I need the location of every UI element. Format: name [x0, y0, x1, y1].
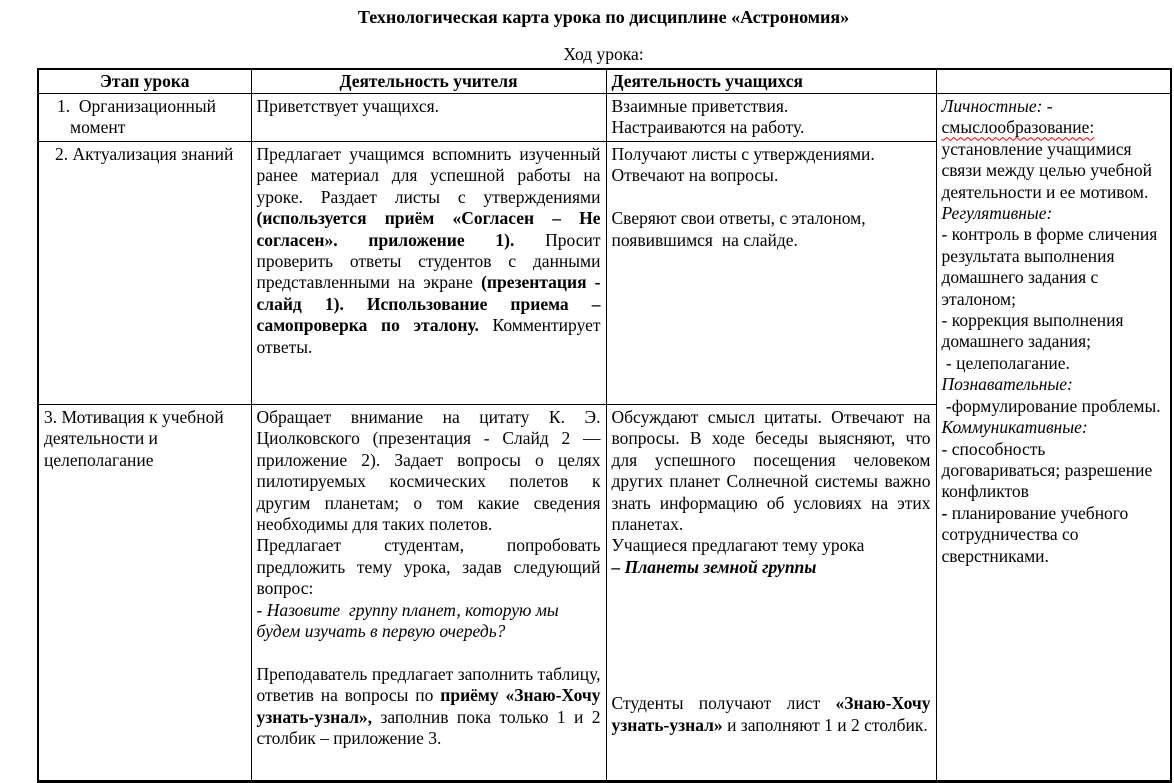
- text-run: - контроль в форме сличения результата выполнения домашнего задания с эталоном;: [941, 224, 1158, 309]
- paragraph: [612, 117, 931, 138]
- paragraph: [942, 353, 1166, 374]
- paragraph: [44, 144, 246, 165]
- text-run: Студенты получают лист: [611, 693, 836, 714]
- cell-students-3: [606, 405, 936, 782]
- cell-teacher-1: [251, 94, 606, 142]
- text-run: 2. Актуализация знаний: [55, 144, 234, 164]
- paragraph: [612, 535, 931, 556]
- page-title: Технологическая карта урока по дисциплине «Астрономия»: [357, 7, 850, 27]
- cell-stage-1: [38, 94, 251, 142]
- cell-stage-3: [38, 405, 251, 782]
- text-run: Личностные:: [941, 96, 1043, 116]
- paragraph: [612, 165, 931, 186]
- paragraph: [612, 208, 931, 251]
- paragraph: [257, 407, 601, 535]
- paragraph: [612, 96, 931, 117]
- paragraph: [612, 693, 931, 736]
- text-run: заполнив пока только 1 и 2 столбик – приложение 3.: [256, 706, 601, 749]
- cell-students-1: [606, 94, 936, 142]
- text-run: - Назовите группу планет, которую мы будем изучать в первую очередь?: [256, 599, 559, 642]
- paragraph: [942, 374, 1166, 395]
- text-run: приёму «Знаю-Хочу узнать-узнал»,: [256, 685, 601, 727]
- text-run: (используется приём «Согласен – Не согласен». приложение 1).: [256, 208, 601, 250]
- text-run: -формулирование проблемы.: [941, 395, 1161, 416]
- cell-teacher-2: [251, 142, 606, 405]
- paragraph: [942, 310, 1166, 353]
- paragraph: [942, 417, 1166, 438]
- text-run: Сверяют свои ответы, с эталоном, появившимся на слайде.: [611, 208, 866, 250]
- text-run: - способность договариваться; разрешение конфликтов: [941, 438, 1153, 502]
- text-run: Обсуждают смысл цитаты. Отвечают на вопросы. В ходе беседы выясняют, что для успешного посещения человеком других планет Солнечной системы важно знать информацию об условиях на этих планетах.: [611, 407, 931, 535]
- paragraph: [942, 439, 1166, 503]
- text-run: Взаимные приветствия.: [611, 96, 789, 116]
- paragraph: [942, 503, 1166, 567]
- lesson-flow-table: [37, 68, 1172, 783]
- text-run: Преподаватель предлагает заполнить таблицу, ответив на вопросы по: [256, 663, 601, 706]
- text-run: Приветствует учащихся.: [256, 96, 440, 116]
- paragraph: [257, 535, 601, 599]
- text-run: -: [1042, 96, 1053, 116]
- paragraph: [942, 203, 1166, 224]
- paragraph: [612, 144, 931, 165]
- col-header-stage: Этап урока: [38, 69, 251, 94]
- paragraph: [612, 407, 931, 535]
- text-run: Предлагает учащимся вспомнить изученный ранее материал для успешной работы на уроке. Раздает листы с утверждениями: [256, 144, 601, 207]
- paragraph: [257, 96, 601, 117]
- text-run: Обращает внимание на цитату К. Э. Циолковского (презентация - Слайд 2 — приложение 2). Задает вопросы о целях пилотируемых космических полетов к другим планетам; о том какие сведения необходимы для таких полетов.: [256, 407, 601, 535]
- text-run: - целеполагание.: [941, 352, 1070, 373]
- paragraph: [942, 224, 1166, 310]
- text-run: Предлагает студентам, попробовать предложить тему урока, задав следующий вопрос:: [256, 535, 601, 599]
- text-run: Учащиеся предлагают тему урока: [611, 535, 865, 556]
- section-heading: Ход урока:: [563, 44, 644, 64]
- table-row: [38, 94, 1171, 142]
- text-run: Регулятивные:: [941, 203, 1053, 224]
- text-run: (презентация - слайд 1). Использование приема – самопроверка по эталону.: [256, 272, 601, 336]
- text-run: 3. Мотивация к учебной деятельности и целеполагание: [44, 407, 224, 470]
- text-run: 1. Организационный момент: [57, 96, 216, 138]
- cell-uud-merged: [936, 94, 1171, 782]
- paragraph: [257, 642, 601, 663]
- text-run: - коррекция выполнения домашнего задания;: [941, 310, 1124, 352]
- text-run: Настраиваются на работу.: [611, 117, 805, 138]
- text-run: смыслообразование:: [941, 117, 1095, 138]
- text-run: Познавательные:: [941, 374, 1073, 395]
- cell-teacher-3: [251, 405, 606, 782]
- text-run: установление учащимися связи между целью учебной деятельности и ее мотивом.: [941, 138, 1152, 202]
- text-run: -: [941, 502, 948, 523]
- table-header-row: [38, 69, 1171, 94]
- text-run: «Знаю-Хочу узнать-узнал»: [611, 693, 931, 735]
- paragraph: [257, 144, 601, 358]
- col-header-teacher-activity: Деятельность учителя: [251, 69, 606, 94]
- paragraph: [612, 557, 931, 578]
- text-run: Коммуникативные:: [941, 417, 1088, 438]
- paragraph: [257, 664, 601, 750]
- col-header-uud-empty: [936, 69, 1171, 94]
- text-run: Комментирует ответы.: [256, 315, 601, 357]
- paragraph: [942, 96, 1166, 203]
- text-run: и заполняют 1 и 2 столбик.: [722, 714, 928, 735]
- text-run: Просит проверить ответы студентов с данными представленными на экране: [256, 229, 601, 293]
- paragraph: [942, 396, 1166, 417]
- cell-students-2: [606, 142, 936, 405]
- text-run: – Планеты земной группы: [611, 556, 817, 577]
- paragraph: [44, 96, 246, 139]
- text-run: Получают листы с утверждениями.: [611, 144, 875, 164]
- col-header-student-activity: Деятельность учащихся: [606, 69, 936, 94]
- paragraph: [44, 407, 246, 471]
- text-run: планирование учебного сотрудничества со сверстниками.: [941, 502, 1129, 566]
- paragraph: [257, 600, 601, 643]
- text-run: Отвечают на вопросы.: [611, 165, 779, 186]
- paragraph: [612, 187, 931, 208]
- document-content: [37, 0, 1170, 783]
- cell-stage-2: [38, 142, 251, 405]
